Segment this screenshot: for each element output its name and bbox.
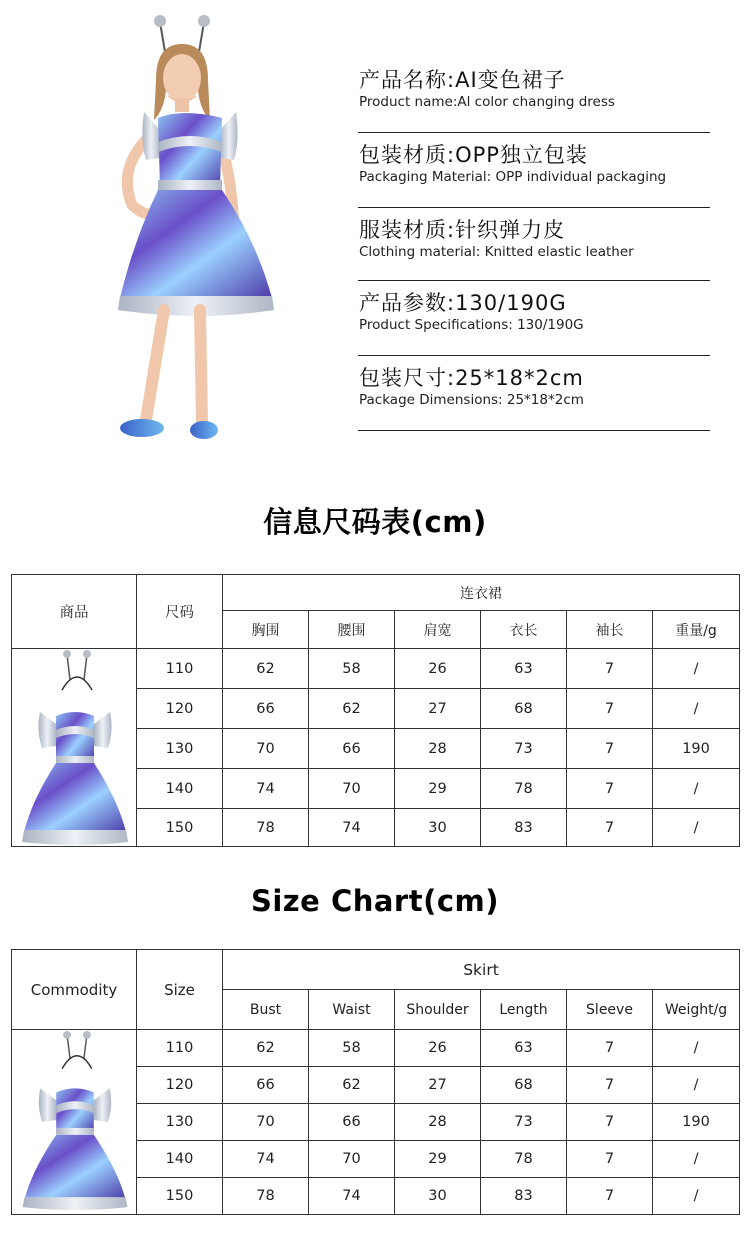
value-cell: / [653,689,740,729]
value-cell: / [653,769,740,809]
value-cell: 66 [223,689,309,729]
value-cell: / [653,1067,740,1104]
value-cell: 78 [223,1178,309,1215]
value-cell: 78 [481,1141,567,1178]
info-row-clothing-material [358,208,710,281]
value-cell: 70 [223,1104,309,1141]
value-cell: 7 [567,809,653,847]
info-en: Clothing material: Knitted elastic leather [359,244,634,260]
size-cell: 140 [137,1141,223,1178]
size-cell: 110 [137,649,223,689]
table-row [12,649,740,689]
value-cell: 29 [395,1141,481,1178]
size-cell: 110 [137,1030,223,1067]
value-cell: 7 [567,729,653,769]
info-cn: 产品参数:130/190G [359,291,567,315]
value-cell: 190 [653,729,740,769]
column-header: 胸围 [223,611,309,649]
value-cell: / [653,1030,740,1067]
info-cn: 包装尺寸:25*18*2cm [359,366,584,390]
value-cell: 30 [395,1178,481,1215]
value-cell: 70 [309,1141,395,1178]
column-header: 重量/g [653,611,740,649]
value-cell: 26 [395,649,481,689]
value-cell: 7 [567,1178,653,1215]
value-cell: 28 [395,729,481,769]
size-cell: 140 [137,769,223,809]
value-cell: 62 [309,689,395,729]
product-info-list [358,58,710,431]
value-cell: 58 [309,649,395,689]
cn-size-chart-title: 信息尺码表(cm) [263,505,487,539]
value-cell: 7 [567,649,653,689]
info-en: Package Dimensions: 25*18*2cm [359,392,584,408]
info-en: Product name:Al color changing dress [359,94,615,110]
value-cell: 83 [481,1178,567,1215]
dress-thumbnail [12,1031,137,1213]
value-cell: 63 [481,649,567,689]
column-header: Weight/g [653,990,740,1030]
value-cell: / [653,1141,740,1178]
value-cell: 27 [395,1067,481,1104]
value-cell: 26 [395,1030,481,1067]
value-cell: 7 [567,1067,653,1104]
group-header: Skirt [223,950,740,990]
value-cell: 190 [653,1104,740,1141]
value-cell: / [653,809,740,847]
value-cell: 68 [481,689,567,729]
group-header: 连衣裙 [223,575,740,611]
cn-size-table [11,574,740,847]
product-photo-girl-in-dress [60,10,290,450]
value-cell: 7 [567,769,653,809]
value-cell: 70 [223,729,309,769]
size-cell: 150 [137,809,223,847]
info-cn: 产品名称:AI变色裙子 [359,68,566,92]
value-cell: 30 [395,809,481,847]
info-cn: 包装材质:OPP独立包装 [359,143,588,167]
size-header: Size [137,950,223,1030]
info-row-product-name [358,58,710,133]
size-cell: 120 [137,689,223,729]
value-cell: 83 [481,809,567,847]
size-cell: 150 [137,1178,223,1215]
value-cell: 62 [223,649,309,689]
value-cell: 78 [481,769,567,809]
value-cell: / [653,649,740,689]
en-size-table [11,949,740,1215]
value-cell: 74 [309,809,395,847]
value-cell: 68 [481,1067,567,1104]
commodity-header: Commodity [12,950,137,1030]
info-en: Product Specifications: 130/190G [359,317,584,333]
value-cell: 62 [223,1030,309,1067]
column-header: Waist [309,990,395,1030]
info-row-specifications [358,281,710,356]
value-cell: 63 [481,1030,567,1067]
product-thumbnail-cell [12,649,137,847]
value-cell: 74 [309,1178,395,1215]
info-row-package-dimensions [358,356,710,431]
value-cell: 58 [309,1030,395,1067]
column-header: Shoulder [395,990,481,1030]
value-cell: 66 [309,729,395,769]
size-cell: 120 [137,1067,223,1104]
column-header: Sleeve [567,990,653,1030]
size-cell: 130 [137,1104,223,1141]
product-thumbnail-cell [12,1030,137,1215]
value-cell: 28 [395,1104,481,1141]
info-cn: 服装材质:针织弹力皮 [359,218,566,242]
column-header: 衣长 [481,611,567,649]
column-header: 袖长 [567,611,653,649]
value-cell: 66 [223,1067,309,1104]
column-header: Bust [223,990,309,1030]
value-cell: 27 [395,689,481,729]
size-cell: 130 [137,729,223,769]
en-size-chart-title: Size Chart(cm) [250,884,500,918]
value-cell: 29 [395,769,481,809]
table-row [12,1030,740,1067]
size-header: 尺码 [137,575,223,649]
value-cell: 74 [223,769,309,809]
info-en: Packaging Material: OPP individual packaging [359,169,667,185]
value-cell: 78 [223,809,309,847]
column-header: Length [481,990,567,1030]
value-cell: 7 [567,1141,653,1178]
dress-thumbnail [12,650,137,846]
value-cell: 66 [309,1104,395,1141]
value-cell: 74 [223,1141,309,1178]
info-row-packaging-material [358,133,710,208]
value-cell: 73 [481,1104,567,1141]
value-cell: 70 [309,769,395,809]
value-cell: / [653,1178,740,1215]
value-cell: 73 [481,729,567,769]
value-cell: 62 [309,1067,395,1104]
value-cell: 7 [567,1030,653,1067]
column-header: 腰围 [309,611,395,649]
column-header: 肩宽 [395,611,481,649]
value-cell: 7 [567,689,653,729]
commodity-header: 商品 [12,575,137,649]
value-cell: 7 [567,1104,653,1141]
